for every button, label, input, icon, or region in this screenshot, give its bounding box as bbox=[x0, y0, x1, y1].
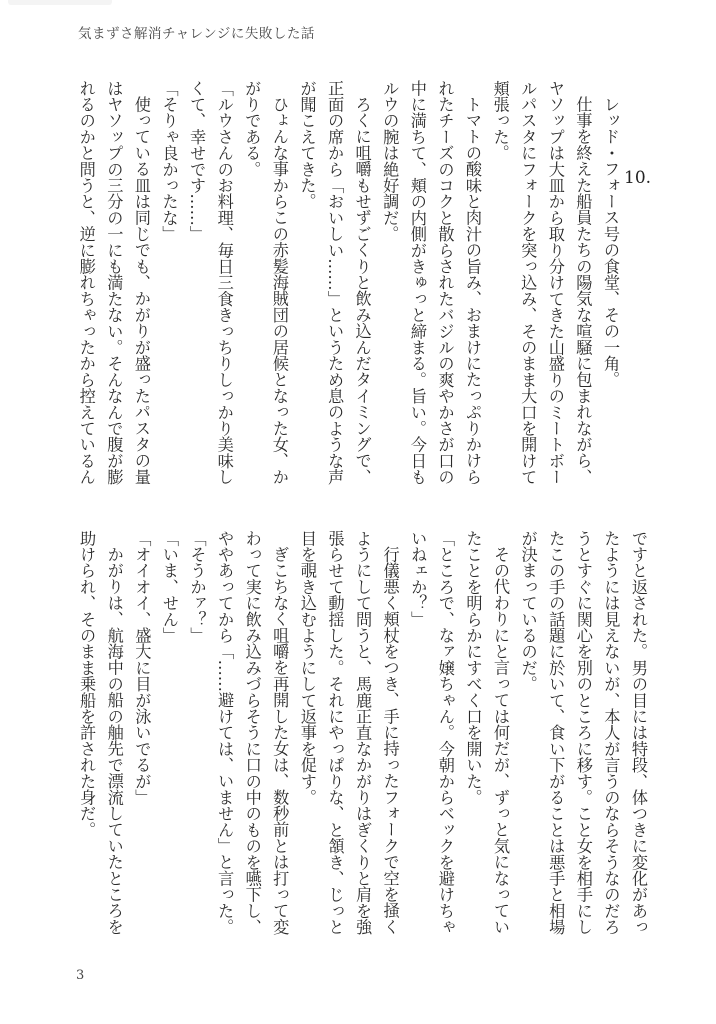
text-line: 「そりゃ良かったな」 bbox=[159, 80, 179, 242]
text-line: たようには見えないが、本人が言うのならそうなのだろ bbox=[601, 530, 621, 935]
text-line: が決まっているのだ。 bbox=[518, 530, 538, 692]
text-line: ルパスタにフォークを突っ込み、そのまま大口を開けて bbox=[518, 80, 538, 485]
text-line: かがりは、航海中の船の舳先で漂流していたところを bbox=[104, 546, 124, 935]
body-text-lower bbox=[72, 530, 652, 940]
top-scroll-indicator bbox=[8, 0, 112, 5]
text-line: 使っている皿は同じでも、かがりが盛ったパスタの量 bbox=[131, 96, 151, 485]
text-line: れたチーズのコクと散らされたバジルの爽やかさが口の bbox=[435, 80, 455, 485]
page-number: 3 bbox=[76, 968, 85, 983]
text-line: 中に満ちて、頬の内側がきゅっと締まる。旨い。今日も bbox=[407, 80, 427, 485]
chapter-number: 10. bbox=[624, 168, 652, 188]
text-line: 正面の席から「おいしい……」というため息のような声 bbox=[325, 80, 345, 485]
text-line: 「そうかァ？」 bbox=[187, 530, 207, 644]
text-line: いねェか？」 bbox=[408, 530, 428, 628]
text-line: わって実に飲み込みづらそうに口の中のものを嚥下し、 bbox=[242, 530, 262, 935]
running-title: 気まずさ解消チャレンジに失敗した話 bbox=[78, 26, 315, 42]
text-line: ルウの腕は絶好調だ。 bbox=[380, 80, 400, 242]
text-line: レッド・フォース号の食堂、その一角。 bbox=[601, 96, 620, 388]
text-line: ひょんな事からこの赤髪海賊団の居候となった女、か bbox=[269, 96, 289, 485]
text-line: 助けられ、そのまま乗船を許された身だ。 bbox=[77, 530, 97, 838]
text-line: 行儀悪く頬杖をつき、手に持ったフォークで空を掻く bbox=[380, 546, 400, 935]
text-line: 目を覗き込むようにして返事を促す。 bbox=[297, 530, 317, 806]
text-line: 頬張った。 bbox=[490, 80, 510, 161]
text-line: 張らせて動揺した。それにやっぱりな、と頷き、じっと bbox=[325, 530, 345, 935]
body-text-upper bbox=[68, 80, 624, 490]
text-line: トマトの酸味と肉汁の旨み、おまけにたっぷりかけら bbox=[463, 96, 483, 485]
text-line: ヤソップは大皿から取り分けてきた山盛りのミートボー bbox=[545, 80, 565, 485]
text-line: れるのかと問うと、逆に膨れちゃったから控えているん bbox=[76, 80, 96, 485]
text-line: 「オイオイ、盛大に目が泳いでるが」 bbox=[132, 530, 152, 806]
text-line: ろくに咀嚼もせずごくりと飲み込んだタイミングで、 bbox=[352, 96, 372, 485]
text-line: ぎこちなく咀嚼を再開した女は、数秒前とは打って変 bbox=[270, 546, 290, 935]
text-line: うとすぐに関心を別のところに移す。こと女を相手にし bbox=[573, 530, 593, 935]
text-line: 「ところで、なァ嬢ちゃん。今朝からベックを避けちゃ bbox=[435, 530, 455, 935]
text-line: 「ルウさんのお料理、毎日三食きっちりしっかり美味し bbox=[214, 80, 234, 485]
text-line: はヤソップの三分の一にも満たない。そんなんで腹が膨 bbox=[104, 80, 124, 485]
text-line: ようにして問うと、馬鹿正直なかがりはぎくりと肩を強 bbox=[353, 530, 373, 935]
text-line: 「いま、せん」 bbox=[159, 530, 179, 644]
text-line: がりである。 bbox=[242, 80, 262, 178]
text-line: その代わりにと言っては何だが、ずっと気になってい bbox=[491, 546, 511, 935]
text-line: たこの手の話題に於いて、食い下がることは悪手と相場 bbox=[546, 530, 566, 935]
text-line: が聞こえてきた。 bbox=[297, 80, 317, 210]
text-line: ですと返された。男の目には特段、体つきに変化があっ bbox=[629, 530, 648, 935]
text-line: 仕事を終えた船員たちの陽気な喧騒に包まれながら、 bbox=[573, 96, 593, 485]
text-line: たことを明らかにすべく口を開いた。 bbox=[463, 530, 483, 806]
text-line: ややあってから「……避けては、いません」と言った。 bbox=[215, 530, 235, 935]
text-line: くて、幸せです……」 bbox=[187, 80, 207, 242]
